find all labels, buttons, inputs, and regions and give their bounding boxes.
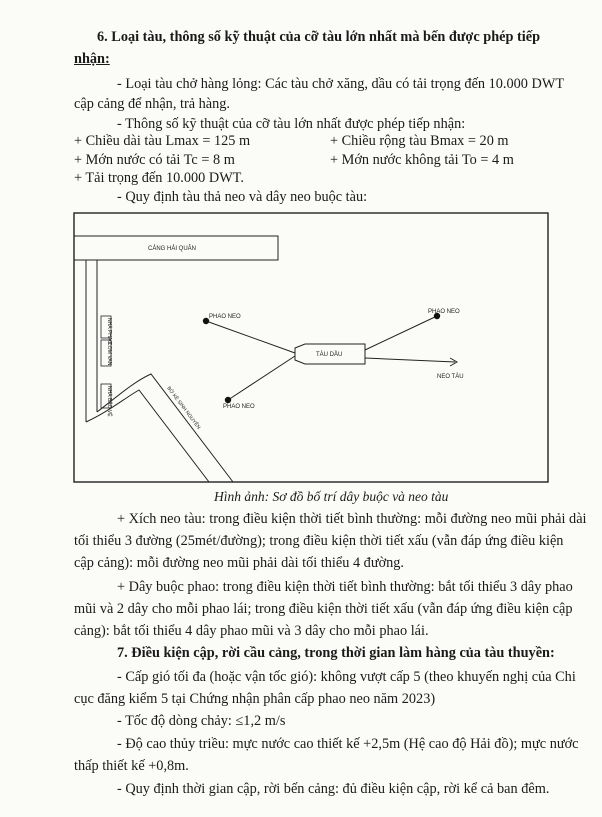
mooring-buoy-3 [225,397,231,403]
berthing-schedule: - Quy định thời gian cập, rời bến cảng: đủ điều kiện cập, rời kể cả ban đêm. [117,781,550,797]
anchor-line [365,358,455,362]
embankment-road-edge [97,374,233,482]
tide-line2: thấp thiết kế +0,8m. [74,758,189,774]
mooring-line-2 [228,356,295,400]
section6-heading-line1: 6. Loại tàu, thông số kỹ thuật của cỡ tàu lớn nhất mà bến được phép tiếp [97,29,541,45]
vertical-label-1: NHÀ PHAO [106,318,112,345]
wind-line2: cục đăng kiểm 5 tại Chứng nhận phân cấp phao neo năm 2023) [74,691,436,707]
chain-line3: cập cảng): mỗi đường neo mũi phải dài tối thiểu 4 đường. [74,555,404,571]
spec-width: + Chiều rộng tàu Bmax = 20 m [330,133,509,149]
spec-length: + Chiều dài tàu Lmax = 125 m [74,133,251,149]
ship-label: TÀU DẦU [316,352,343,358]
section6-heading-underlined: nhận: [74,51,110,67]
current-speed: - Tốc độ dòng chảy: ≤1,2 m/s [117,713,286,729]
mooring-line-3 [365,316,437,350]
buoy-2-label: PHAO NEO [428,309,460,315]
embankment-road-inner [86,390,209,482]
rope-line3: cảng): bắt tối thiểu 4 dây phao mũi và 3 dây cho mỗi phao lái. [74,623,429,639]
vertical-label-3: NHÀ BẢO VỆ [106,386,112,417]
diagram-caption: Hình ảnh: Sơ đồ bố trí dây buộc và neo tàu [214,489,449,504]
rope-line1: + Dây buộc phao: trong điều kiện thời tiết bình thường: bắt tối thiểu 3 dây phao [117,579,573,595]
vertical-label-2: CƠM VAN [106,342,112,366]
section7-heading: 7. Điều kiện cập, rời cầu cảng, trong thời gian làm hàng của tàu thuyền: [117,645,555,661]
buoy-3-label: PHAO NEO [223,404,255,410]
specs-intro: - Thông số kỹ thuật của cỡ tàu lớn nhất được phép tiếp nhận: [117,116,466,132]
spec-draft-loaded: + Mớn nước có tải Tc = 8 m [74,152,235,168]
wind-line1: - Cấp gió tối đa (hoặc vận tốc gió): không vượt cấp 5 (theo khuyến nghị của Chi [117,669,576,685]
buoy-1-label: PHAO NEO [209,314,241,320]
naval-port-label: CẢNG HẢI QUÂN [148,246,197,252]
mooring-line-1 [206,321,295,353]
cargo-type-line1: - Loại tàu chở hàng lỏng: Các tàu chở xăng, dầu có tải trọng đến 10.000 DWT [117,76,565,92]
anchoring-intro: - Quy định tàu thả neo và dây neo buộc tàu: [117,189,368,205]
anchor-label: NEO TÀU [437,374,464,380]
spec-draft-empty: + Mớn nước không tải To = 4 m [330,152,514,168]
rope-line2: mũi và 2 dây cho mỗi phao lái; trong điều kiện thời tiết xấu (vẫn đáp ứng điều kiện cập [74,601,573,617]
cargo-type-line2: cập cảng để nhận, trả hàng. [74,96,231,112]
mooring-diagram [73,212,549,483]
chain-line1: + Xích neo tàu: trong điều kiện thời tiết bình thường: mỗi đường neo mũi phải dài [117,511,587,527]
tide-line1: - Độ cao thủy triều: mực nước cao thiết kế +2,5m (Hệ cao độ Hải đồ); mực nước [117,736,579,752]
chain-line2: tối thiểu 3 đường (25mét/đường); trong điều kiện thời tiết xấu (vẫn đáp ứng điều kiện [74,533,564,549]
section6-heading-line2 [74,50,110,68]
spec-tonnage: + Tải trọng đến 10.000 DWT. [74,170,244,186]
road-label: BỜ KÈ SINH NGUYÊN [165,385,202,431]
